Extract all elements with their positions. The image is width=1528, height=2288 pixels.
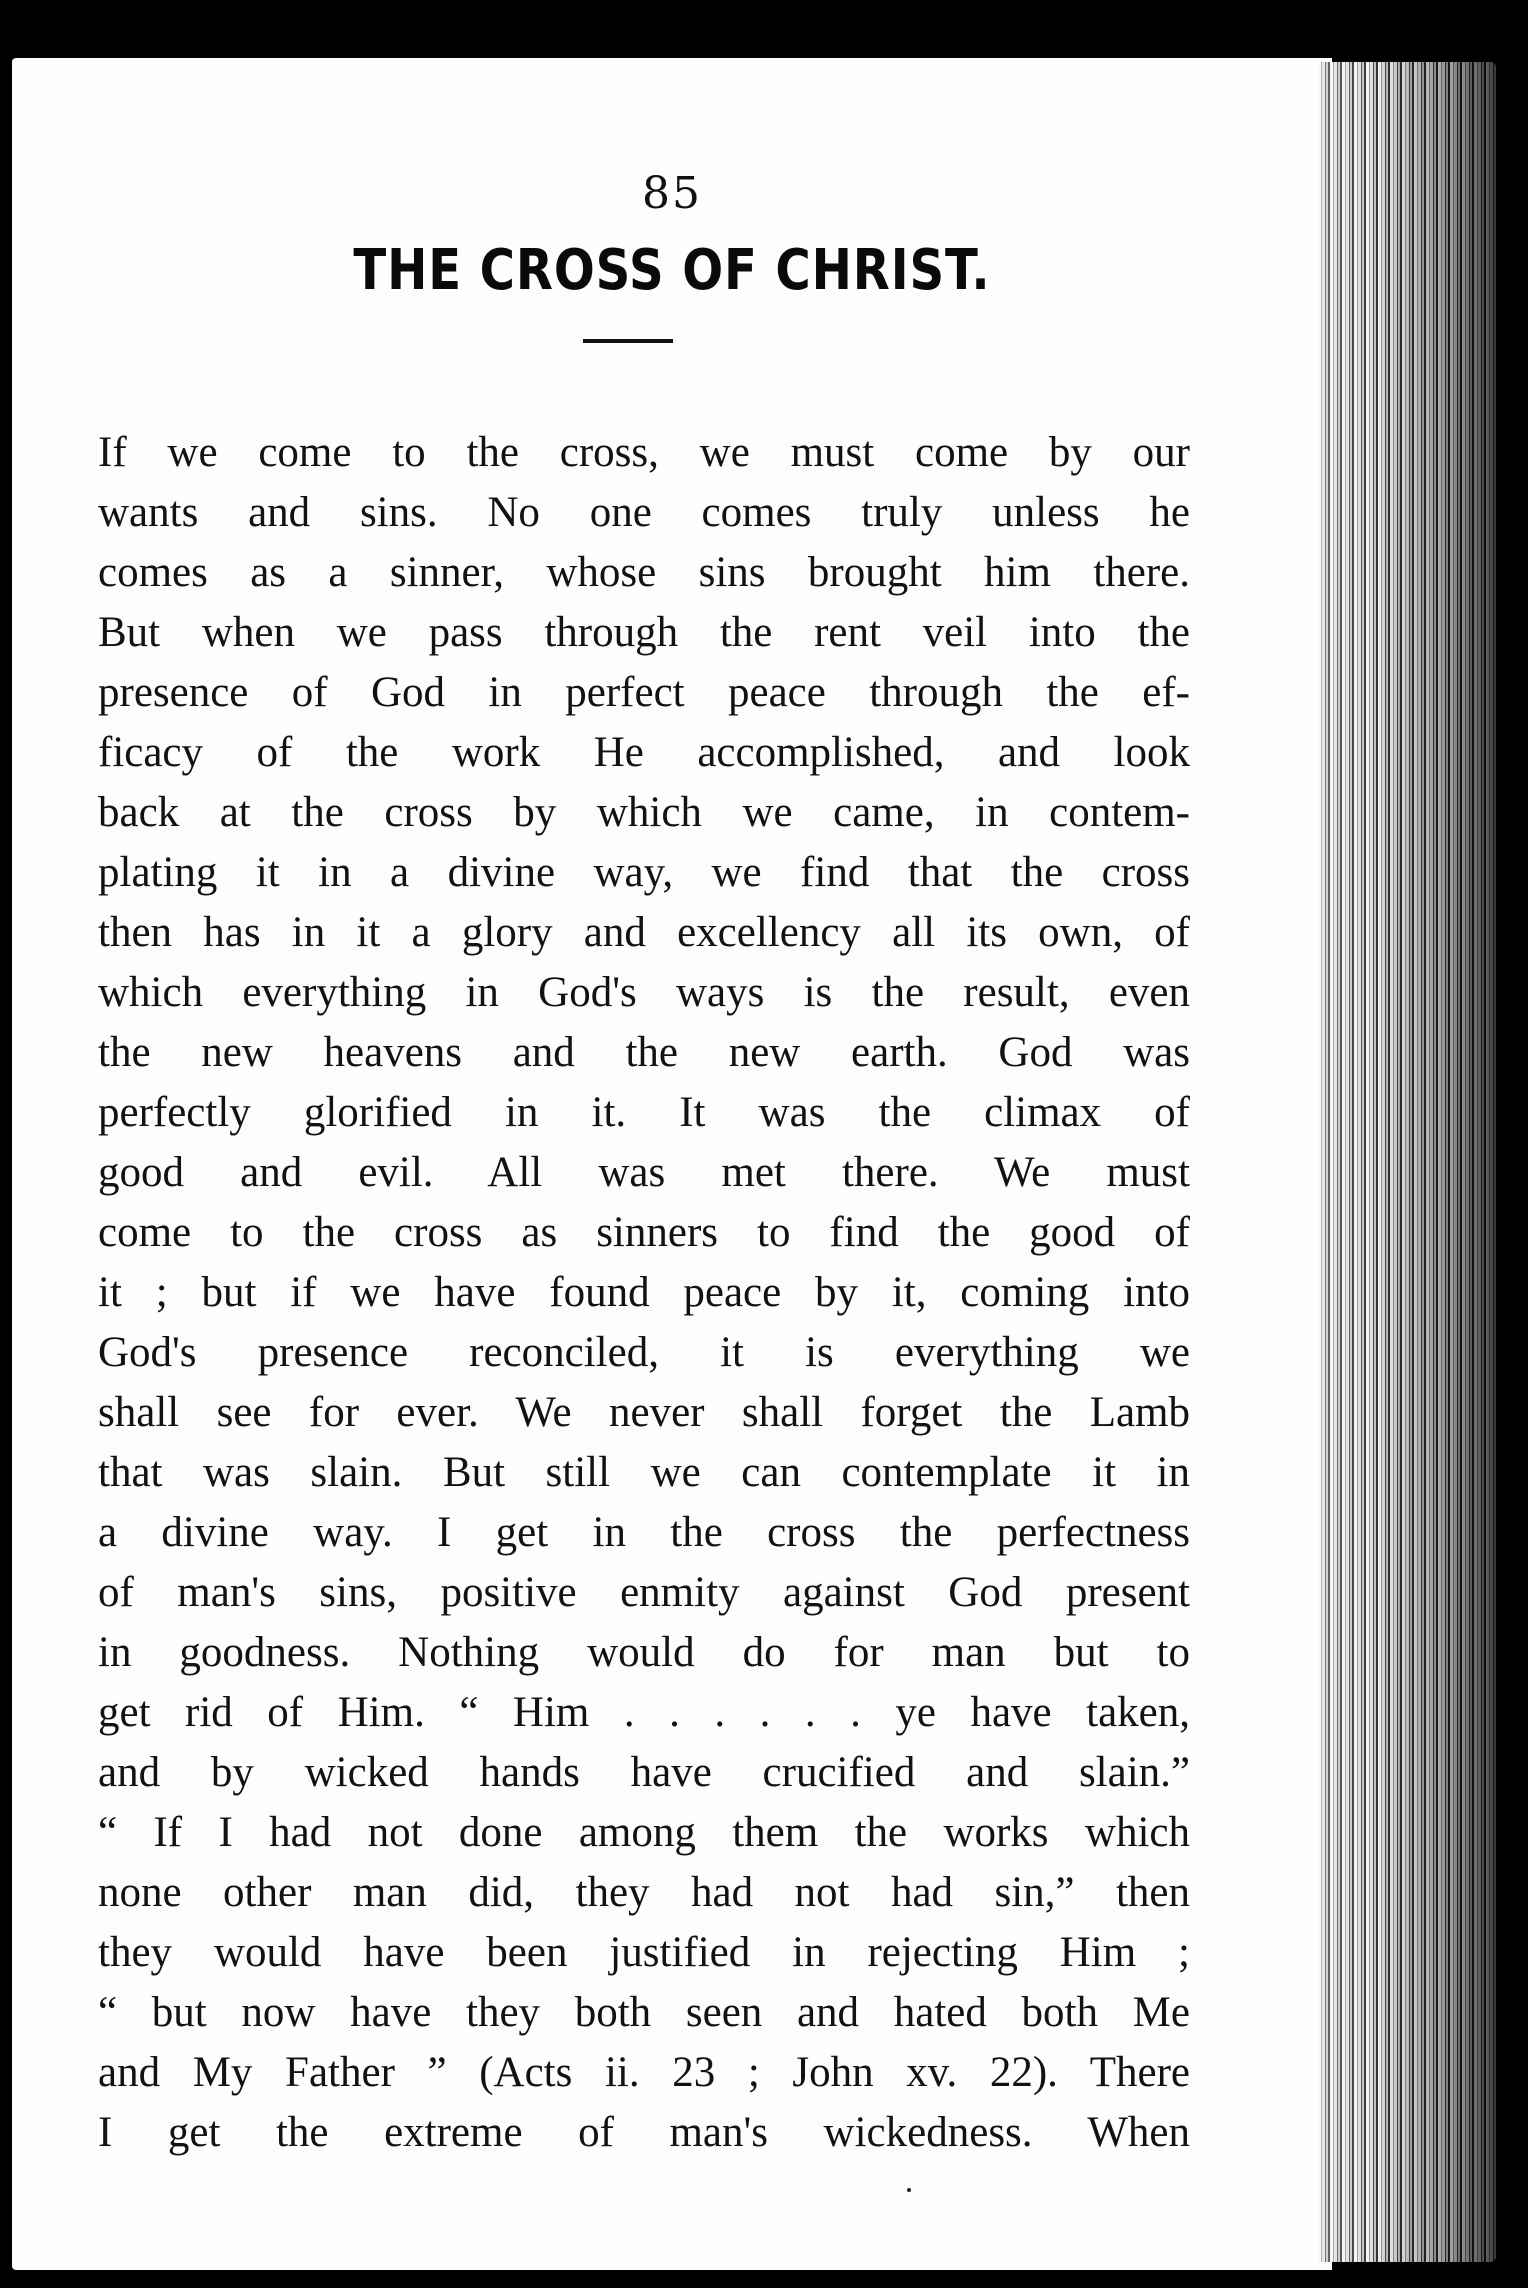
- print-speck: [907, 2188, 911, 2192]
- text-line: it ; but if we have found peace by it, coming into: [98, 1269, 1190, 1316]
- text-line: shall see for ever. We never shall forget the Lamb: [98, 1389, 1190, 1436]
- text-line: perfectly glorified in it. It was the climax of: [98, 1089, 1190, 1136]
- page-number: 85: [642, 168, 702, 219]
- text-line: that was slain. But still we can contemplate it in: [98, 1449, 1190, 1496]
- text-line: presence of God in perfect peace through the ef-: [98, 669, 1190, 716]
- body-text: [98, 423, 1190, 2163]
- text-line: none other man did, they had not had sin,” then: [98, 1869, 1190, 1916]
- text-line: “ but now have they both seen and hated both Me: [98, 1989, 1190, 2036]
- text-line: back at the cross by which we came, in contem-: [98, 789, 1190, 836]
- text-line: of man's sins, positive enmity against God present: [98, 1569, 1190, 1616]
- text-line: I get the extreme of man's wickedness. When: [98, 2109, 1190, 2156]
- text-line: good and evil. All was met there. We must: [98, 1149, 1190, 1196]
- text-line: “ If I had not done among them the works which: [98, 1809, 1190, 1856]
- chapter-title: THE CROSS OF CHRIST.: [353, 238, 991, 303]
- text-line: If we come to the cross, we must come by our: [98, 429, 1190, 476]
- text-line: a divine way. I get in the cross the perfectness: [98, 1509, 1190, 1556]
- text-line: come to the cross as sinners to find the good of: [98, 1209, 1190, 1256]
- text-line: the new heavens and the new earth. God was: [98, 1029, 1190, 1076]
- text-line: But when we pass through the rent veil into the: [98, 609, 1190, 656]
- text-line: and My Father ” (Acts ii. 23 ; John xv. 22). There: [98, 2049, 1190, 2096]
- title-rule: [583, 339, 673, 343]
- text-line: wants and sins. No one comes truly unless he: [98, 489, 1190, 536]
- text-line: plating it in a divine way, we find that the cross: [98, 849, 1190, 896]
- fore-edge-shading: [1318, 62, 1496, 2262]
- text-line: they would have been justified in rejecting Him ;: [98, 1929, 1190, 1976]
- text-line: which everything in God's ways is the result, even: [98, 969, 1190, 1016]
- paper-page: [12, 58, 1332, 2270]
- text-line: ficacy of the work He accomplished, and look: [98, 729, 1190, 776]
- text-line: and by wicked hands have crucified and slain.”: [98, 1749, 1190, 1796]
- text-line: comes as a sinner, whose sins brought him there.: [98, 549, 1190, 596]
- text-line: in goodness. Nothing would do for man but to: [98, 1629, 1190, 1676]
- text-line: get rid of Him. “ Him . . . . . . ye have taken,: [98, 1689, 1190, 1736]
- text-line: God's presence reconciled, it is everything we: [98, 1329, 1190, 1376]
- text-line: then has in it a glory and excellency all its own, of: [98, 909, 1190, 956]
